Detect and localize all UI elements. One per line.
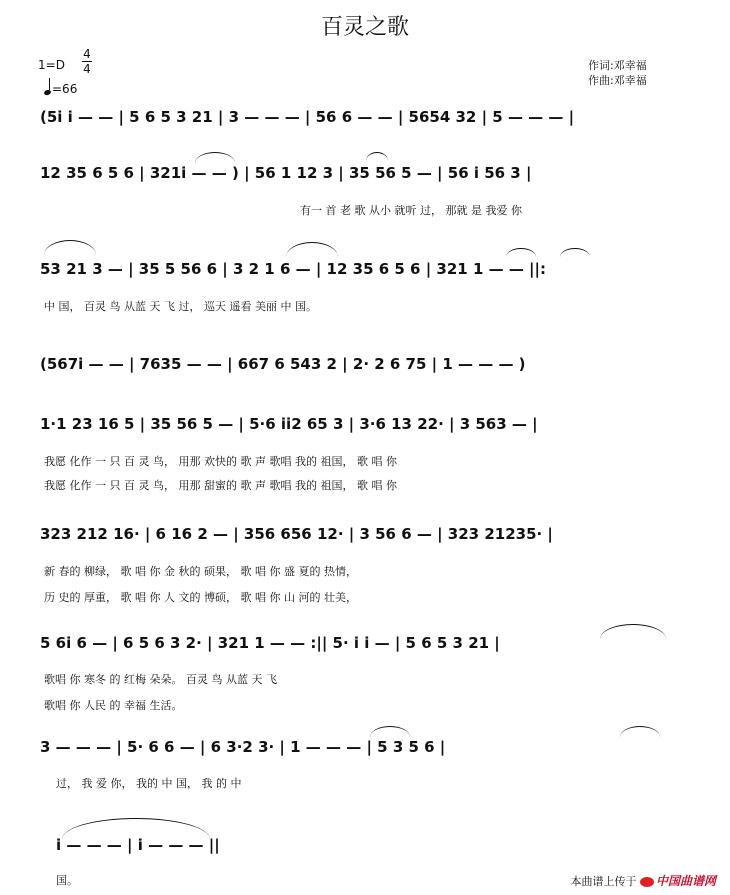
footer-credit — [570, 872, 716, 889]
score-line-1: (5i i — — | 5 6 5 3 21 | 3 — — — | 56 6 — — | 5654 32 | 5 — — — | — [40, 108, 575, 126]
time-signature — [82, 48, 92, 75]
score-line-8: 3 — — — | 5· 6 6 — | 6 3·2 3· | 1 — — — | 5 3 5 6 | — [40, 738, 446, 756]
score-line-3: 53 21 3 — | 35 5 56 6 | 3 2 1 6 — | 12 35 6 5 6 | 321 1 — — ||: — [40, 260, 547, 278]
footer-text: 本曲谱上传于 — [570, 875, 637, 888]
time-signature-bottom: 4 — [83, 62, 91, 76]
composer-credit: 作曲:邓幸福 — [588, 74, 647, 87]
tempo-marking — [44, 81, 77, 96]
song-title: 百灵之歌 — [320, 15, 409, 40]
key-signature: 1=D — [38, 58, 65, 72]
tempo-value: =66 — [52, 82, 78, 96]
score-line-2: 12 35 6 5 6 | 321i — — ) | 56 1 12 3 | 35 56 5 — | 56 i 56 3 | — [40, 164, 532, 182]
lyric-line-7b: 歌唱 你 人民 的 幸福 生活。 — [44, 699, 183, 712]
site-logo-icon — [640, 877, 654, 887]
score-line-5: 1·1 23 16 5 | 35 56 5 — | 5·6 ii2 65 3 | 3·6 13 22· | 3 563 — | — [40, 415, 538, 433]
lyricist-credit: 作词:邓幸福 — [588, 59, 647, 72]
score-line-4: (567i — — | 7635 — — | 667 6 543 2 | 2· 2 6 75 | 1 — — — ) — [40, 355, 526, 373]
footer-site-name[interactable]: 中国曲谱网 — [655, 874, 716, 888]
lyric-line-2: 有一 首 老 歌 从小 就听 过， 那就 是 我爱 你 — [300, 204, 522, 217]
score-line-6: 323 212 16· | 6 16 2 — | 356 656 12· | 3 56 6 — | 323 21235· | — [40, 525, 553, 543]
score-line-7: 5 6i 6 — | 6 5 6 3 2· | 321 1 — — :|| 5· i i — | 5 6 5 3 21 | — [40, 634, 500, 652]
lyric-line-3: 中 国， 百灵 鸟 从蓝 天 飞 过， 巡天 遥看 美丽 中 国。 — [44, 300, 317, 313]
lyric-line-5a: 我愿 化作 一 只 百 灵 鸟， 用那 欢快的 歌 声 歌唱 我的 祖国， 歌 唱 你 — [44, 455, 397, 468]
time-signature-top: 4 — [83, 47, 91, 61]
lyric-line-8: 过， 我 爱 你， 我的 中 国， 我 的 中 — [56, 777, 242, 790]
lyric-line-6b: 历 史的 厚重， 歌 唱 你 人 文的 博硕， 歌 唱 你 山 河的 壮美， — [44, 591, 357, 604]
quarter-note-icon — [43, 89, 51, 96]
lyric-line-5b: 我愿 化作 一 只 百 灵 鸟， 用那 甜蜜的 歌 声 歌唱 我的 祖国， 歌 唱 你 — [44, 479, 397, 492]
lyric-line-6a: 新 春的 柳绿， 歌 唱 你 金 秋的 硕果， 歌 唱 你 盛 夏的 热情， — [44, 565, 357, 578]
lyric-line-7a: 歌唱 你 寒冬 的 红梅 朵朵。 百灵 鸟 从蓝 天 飞 — [44, 673, 277, 686]
lyric-line-9: 国。 — [56, 874, 78, 887]
score-line-9: i — — — | i — — — || — [56, 836, 220, 854]
